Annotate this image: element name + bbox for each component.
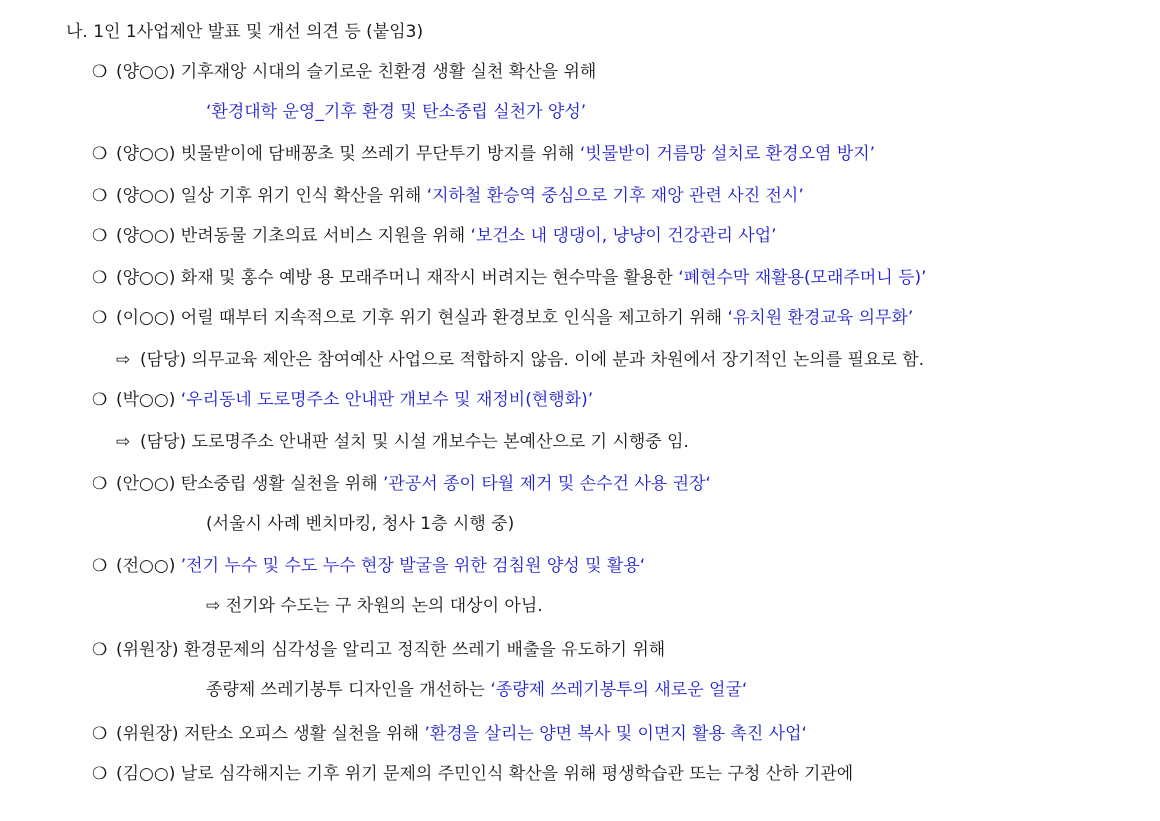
circle-bullet-icon: ❍	[92, 62, 108, 82]
arrow-icon: ⇨	[116, 350, 131, 370]
circle-bullet-icon: ❍	[92, 144, 108, 164]
item-line	[92, 554, 645, 578]
speaker-label: (양○○)	[116, 268, 181, 288]
circle-bullet-icon: ❍	[92, 764, 108, 784]
item-text: 날로 심각해지는 기후 위기 문제의 주민인식 확산을 위해 평생학습관 또는 구청 산하 기관에	[180, 764, 854, 784]
circle-bullet-icon: ❍	[92, 308, 108, 328]
speaker-label: (김○○)	[116, 764, 181, 784]
item-text: 저탄소 오피스 생활 실천을 위해	[183, 724, 425, 744]
item-text: ⇨ 전기와 수도는 구 차원의 논의 대상이 아님.	[206, 596, 543, 616]
section-heading: 나. 1인 1사업제안 발표 및 개선 의견 등 (붙임3)	[66, 22, 424, 42]
speaker-label: (양○○)	[116, 186, 181, 206]
speaker-label: (담당)	[140, 350, 192, 370]
item-line	[116, 430, 689, 454]
proposal-title: ’환경을 살리는 양면 복사 및 이면지 활용 촉진 사업‘	[424, 724, 807, 744]
item-line	[92, 224, 777, 248]
proposal-title: ‘빗물받이 거름망 설치로 환경오염 방지’	[579, 144, 876, 164]
speaker-label: (안○○)	[116, 474, 181, 494]
item-line	[116, 348, 924, 372]
item-text: 환경문제의 심각성을 알리고 정직한 쓰레기 배출을 유도하기 위해	[183, 640, 666, 660]
speaker-label: (양○○)	[116, 144, 181, 164]
item-line	[206, 100, 586, 124]
item-text: 화재 및 홍수 예방 용 모래주머니 재작시 버려지는 현수막을 활용한	[180, 268, 679, 288]
item-text: 일상 기후 위기 인식 확산을 위해	[180, 186, 427, 206]
item-line	[92, 638, 665, 662]
item-line	[92, 142, 875, 166]
item-line	[92, 306, 913, 330]
item-line	[92, 388, 593, 412]
item-line	[92, 722, 807, 746]
item-text: 어릴 때부터 지속적으로 기후 위기 현실과 환경보호 인식을 제고하기 위해	[180, 308, 728, 328]
speaker-label: (전○○)	[116, 556, 181, 576]
proposal-title: ‘환경대학 운영_기후 환경 및 탄소중립 실천가 양성’	[206, 102, 587, 122]
speaker-label: (양○○)	[116, 226, 181, 246]
item-text: 탄소중립 생활 실천을 위해	[180, 474, 384, 494]
item-text: 기후재앙 시대의 슬기로운 친환경 생활 실천 확산을 위해	[180, 62, 597, 82]
item-line	[92, 762, 853, 786]
proposal-title: ‘종량제 쓰레기봉투의 새로운 얼굴‘	[490, 680, 748, 700]
item-text: 반려동물 기초의료 서비스 지원을 위해	[180, 226, 471, 246]
proposal-title: ‘지하철 환승역 중심으로 기후 재앙 관련 사진 전시’	[426, 186, 804, 206]
item-text: 종량제 쓰레기봉투 디자인을 개선하는	[206, 680, 491, 700]
circle-bullet-icon: ❍	[92, 556, 108, 576]
speaker-label: (위원장)	[116, 640, 184, 660]
item-line	[92, 184, 804, 208]
proposal-title: ‘우리동네 도로명주소 안내판 개보수 및 재정비(현행화)’	[180, 390, 594, 410]
item-line	[92, 266, 927, 290]
item-line	[206, 594, 543, 618]
speaker-label: (이○○)	[116, 308, 181, 328]
item-text: (서울시 사례 벤치마킹, 청사 1층 시행 중)	[206, 514, 515, 534]
arrow-icon: ⇨	[116, 432, 131, 452]
speaker-label: (담당)	[140, 432, 192, 452]
circle-bullet-icon: ❍	[92, 640, 108, 660]
proposal-title: ’관공서 종이 타월 제거 및 손수건 사용 권장‘	[383, 474, 711, 494]
speaker-label: (위원장)	[116, 724, 184, 744]
circle-bullet-icon: ❍	[92, 226, 108, 246]
proposal-title: ‘유치원 환경교육 의무화’	[727, 308, 914, 328]
item-text: 도로명주소 안내판 설치 및 시설 개보수는 본예산으로 기 시행중 임.	[191, 432, 689, 452]
proposal-title: ‘폐현수막 재활용(모래주머니 등)’	[678, 268, 927, 288]
item-text: 의무교육 제안은 참여예산 사업으로 적합하지 않음. 이에 분과 차원에서 장기적인 논의를 필요로 함.	[191, 350, 925, 370]
speaker-label: (박○○)	[116, 390, 181, 410]
circle-bullet-icon: ❍	[92, 474, 108, 494]
item-line	[206, 678, 747, 702]
circle-bullet-icon: ❍	[92, 268, 108, 288]
item-text: 빗물받이에 담배꽁초 및 쓰레기 무단투기 방지를 위해	[180, 144, 580, 164]
proposal-title: ‘보건소 내 댕댕이, 냥냥이 건강관리 사업’	[470, 226, 777, 246]
proposal-title: ’전기 누수 및 수도 누수 현장 발굴을 위한 검침원 양성 및 활용‘	[180, 556, 646, 576]
circle-bullet-icon: ❍	[92, 724, 108, 744]
circle-bullet-icon: ❍	[92, 186, 108, 206]
circle-bullet-icon: ❍	[92, 390, 108, 410]
item-line	[92, 60, 596, 84]
speaker-label: (양○○)	[116, 62, 181, 82]
item-line	[92, 472, 711, 496]
item-line	[206, 512, 514, 536]
